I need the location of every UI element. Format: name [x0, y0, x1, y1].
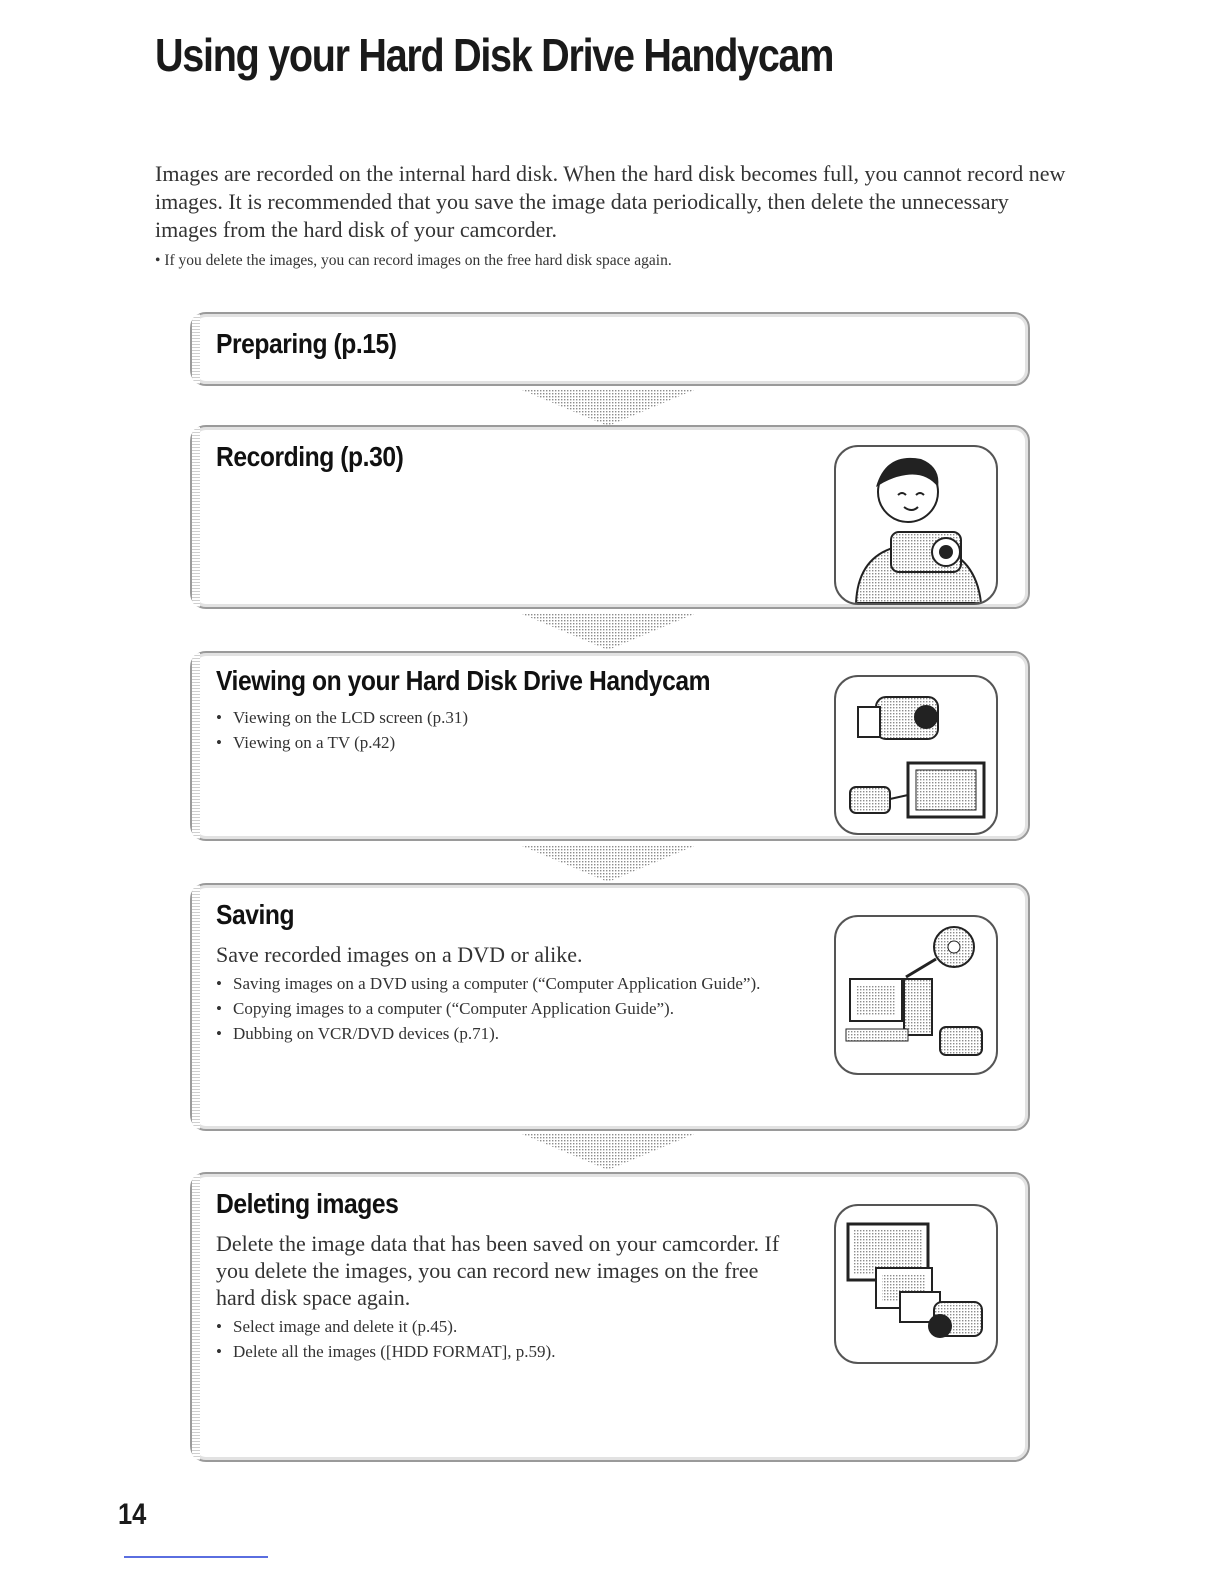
intro-note-text: If you delete the images, you can record images on the free hard disk space again.: [164, 252, 672, 269]
flow-arrow-down-icon: [522, 846, 694, 882]
flow-arrow-down-icon: [522, 390, 694, 426]
intro-note: • If you delete the images, you can record images on the free hard disk space again.: [155, 252, 672, 269]
computer-disc-icon: [836, 917, 996, 1073]
page-number: 14: [118, 1498, 147, 1531]
step-deleting-box: [190, 1172, 1030, 1462]
box-edge: [192, 427, 200, 607]
list-item: • Select image and delete it (p.45).: [216, 1314, 806, 1339]
box-edge: [192, 885, 200, 1129]
step-deleting-list: [216, 1314, 806, 1364]
step-preparing-heading: Preparing (p.15): [216, 328, 397, 359]
list-item: • Viewing on the LCD screen (p.31): [216, 705, 806, 730]
person-camcorder-icon: [836, 447, 996, 603]
step-saving-lead: Save recorded images on a DVD or alike.: [216, 942, 583, 967]
recording-illustration: [834, 445, 998, 605]
list-item: • Dubbing on VCR/DVD devices (p.71).: [216, 1021, 806, 1046]
list-item: • Viewing on a TV (p.42): [216, 730, 806, 755]
list-item: • Delete all the images ([HDD FORMAT], p.59).: [216, 1339, 806, 1364]
box-edge: [192, 1174, 200, 1460]
flow-arrow-down-icon: [522, 614, 694, 650]
step-viewing-heading: Viewing on your Hard Disk Drive Handycam: [216, 665, 711, 696]
camcorder-tv-icon: [836, 677, 996, 833]
deleting-illustration: [834, 1204, 998, 1364]
step-deleting-lead: Delete the image data that has been saved on your camcorder. If you delete the images, you can record new images on the free hard disk space again.: [216, 1231, 780, 1310]
step-recording-box: [190, 425, 1030, 609]
step-recording-heading: Recording (p.30): [216, 441, 404, 472]
step-deleting-heading: Deleting images: [216, 1188, 399, 1219]
footer-rule: [124, 1556, 268, 1558]
viewing-illustration: [834, 675, 998, 835]
step-viewing-box: [190, 651, 1030, 841]
thumbnails-camcorder-icon: [836, 1206, 996, 1362]
list-item: • Saving images on a DVD using a computer (“Computer Application Guide”).: [216, 971, 806, 996]
step-viewing-list: [216, 705, 806, 755]
step-preparing-box: [190, 312, 1030, 386]
intro-paragraph: Images are recorded on the internal hard disk. When the hard disk becomes full, you cannot record new images. It is recommended that you save the image data periodically, then delete the unnecessary images from the hard disk of your camcorder.: [155, 161, 1066, 242]
box-edge: [192, 653, 200, 839]
box-edge: [192, 314, 200, 384]
step-saving-box: [190, 883, 1030, 1131]
step-saving-list: [216, 971, 806, 1046]
flow-arrow-down-icon: [522, 1134, 694, 1170]
saving-illustration: [834, 915, 998, 1075]
page-title: Using your Hard Disk Drive Handycam: [155, 29, 834, 81]
step-saving-heading: Saving: [216, 899, 295, 930]
list-item: • Copying images to a computer (“Computer Application Guide”).: [216, 996, 806, 1021]
